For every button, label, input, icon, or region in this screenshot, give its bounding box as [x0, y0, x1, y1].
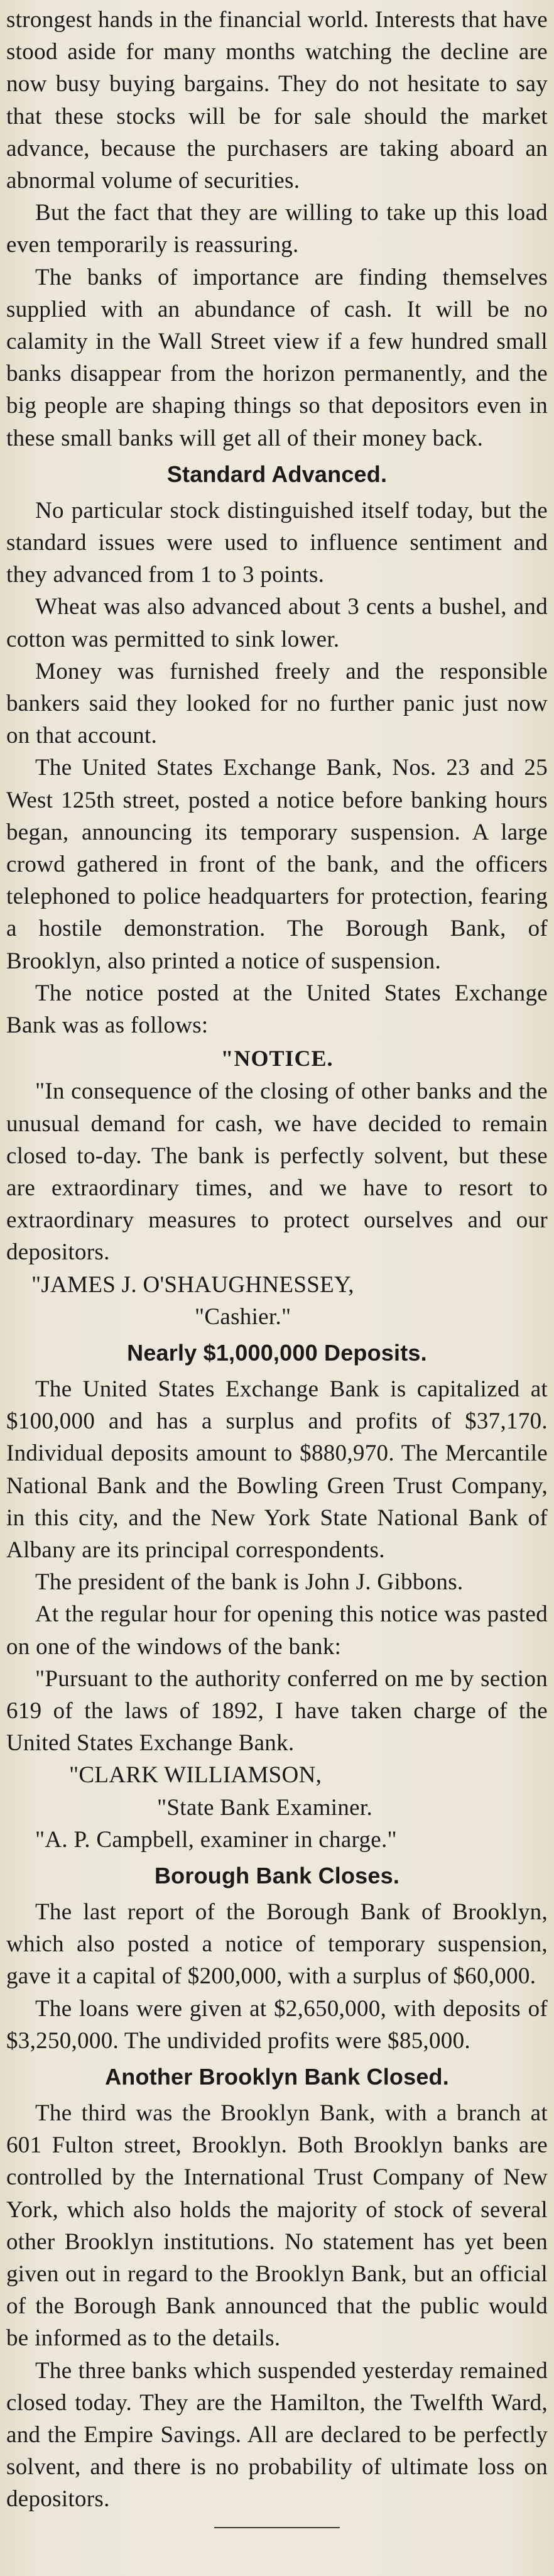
- article-paragraph: Wheat was also advanced about 3 cents a bushel, and cotton was permitted to sink lower.: [6, 594, 548, 652]
- notice-signature-title: "Cashier.": [195, 1303, 291, 1330]
- article-paragraph: But the fact that they are willing to take up this load even temporarily is reassuring.: [6, 200, 548, 258]
- article-paragraph: At the regular hour for opening this notice was pasted on one of the windows of the bank:: [6, 1601, 548, 1660]
- article-paragraph: The notice posted at the United States Exchange Bank was as follows:: [6, 980, 548, 1039]
- examiner-signature-title: "State Bank Examiner.: [157, 1794, 373, 1821]
- article-paragraph: The president of the bank is John J. Gibbons.: [35, 1569, 464, 1596]
- notice-heading: "NOTICE.: [220, 1046, 334, 1072]
- article-paragraph: strongest hands in the financial world. Interests that have stood aside for many months watching the decline are now busy buying bargains. They do not hesitate to say that these stocks will be for sale should the market advance, because the purchasers are taking aboard an abnormal volume of securities.: [6, 7, 548, 194]
- article-paragraph: Money was furnished freely and the responsible bankers said they looked for no further panic just now on that account.: [6, 658, 548, 749]
- article-paragraph: The third was the Brooklyn Bank, with a branch at 601 Fulton street, Brooklyn. Both Brooklyn banks are controlled by the International Trust Company of New York, which also holds the majority of stock of several other Brooklyn institutions. No statement has yet been given out in regard to the Brooklyn Bank, but an official of the Borough Bank announced that the public would be informed as to the details.: [6, 2100, 548, 2352]
- article-paragraph: No particular stock distinguished itself today, but the standard issues were used to influence sentiment and they advanced from 1 to 3 points.: [6, 497, 548, 588]
- examiner-signature: "CLARK WILLIAMSON,: [69, 1762, 322, 1789]
- section-heading-standard-advanced: Standard Advanced.: [166, 461, 388, 487]
- section-heading-deposits: Nearly $1,000,000 Deposits.: [127, 1339, 427, 1366]
- examiner-notice-text: "Pursuant to the authority conferred on me by section 619 of the laws of 1892, I have taken charge of the United States Exchange Bank.: [6, 1665, 548, 1757]
- notice-signature: "JAMES J. O'SHAUGHNESSEY,: [31, 1271, 354, 1298]
- column-end-rule: [214, 2527, 340, 2528]
- article-paragraph: The three banks which suspended yesterday remained closed today. They are the Hamilton, the Twelfth Ward, and the Empire Savings. All are declared to be perfectly solvent, and there is no probability of ultimate loss on depositors.: [6, 2357, 548, 2513]
- article-paragraph: The banks of importance are finding themselves supplied with an abundance of cash. It will be no calamity in the Wall Street view if a few hundred small banks disappear from the horizon permanently, and the big people are shaping things so that depositors even in these small banks will get all of their money back.: [6, 264, 548, 451]
- section-heading-borough-bank: Borough Bank Closes.: [154, 1862, 400, 1888]
- article-paragraph: The loans were given at $2,650,000, with deposits of $3,250,000. The undivided profits were $85,000.: [6, 1995, 548, 2054]
- examiner-signature-extra: "A. P. Campbell, examiner in charge.": [35, 1826, 397, 1853]
- article-paragraph: The United States Exchange Bank, Nos. 23 and 25 West 125th street, posted a notice before banking hours began, announcing its temporary suspension. A large crowd gathered in front of the bank, and the officers telephoned to police headquarters for protection, fearing a hostile demonstration. The Borough Bank, of Brooklyn, also printed a notice of suspension.: [6, 755, 548, 974]
- article-paragraph: The last report of the Borough Bank of Brooklyn, which also posted a notice of temporary suspension, gave it a capital of $200,000, with a surplus of $60,000.: [6, 1899, 548, 1990]
- notice-text: "In consequence of the closing of other banks and the unusual demand for cash, we have decided to remain closed to-day. The bank is perfectly solvent, but these are extraordinary times, and we have to resort to extraordinary measures to protect ourselves and our depositors.: [6, 1078, 548, 1266]
- article-paragraph: The United States Exchange Bank is capitalized at $100,000 and has a surplus and profits of $37,170. Individual deposits amount to $880,970. The Mercantile National Bank and the Bowling Green Trust Company, in this city, and the New York State National Bank of Albany are its principal correspondents.: [6, 1376, 548, 1563]
- section-heading-another-brooklyn-bank: Another Brooklyn Bank Closed.: [105, 2063, 449, 2090]
- article-column: [6, 4, 548, 2528]
